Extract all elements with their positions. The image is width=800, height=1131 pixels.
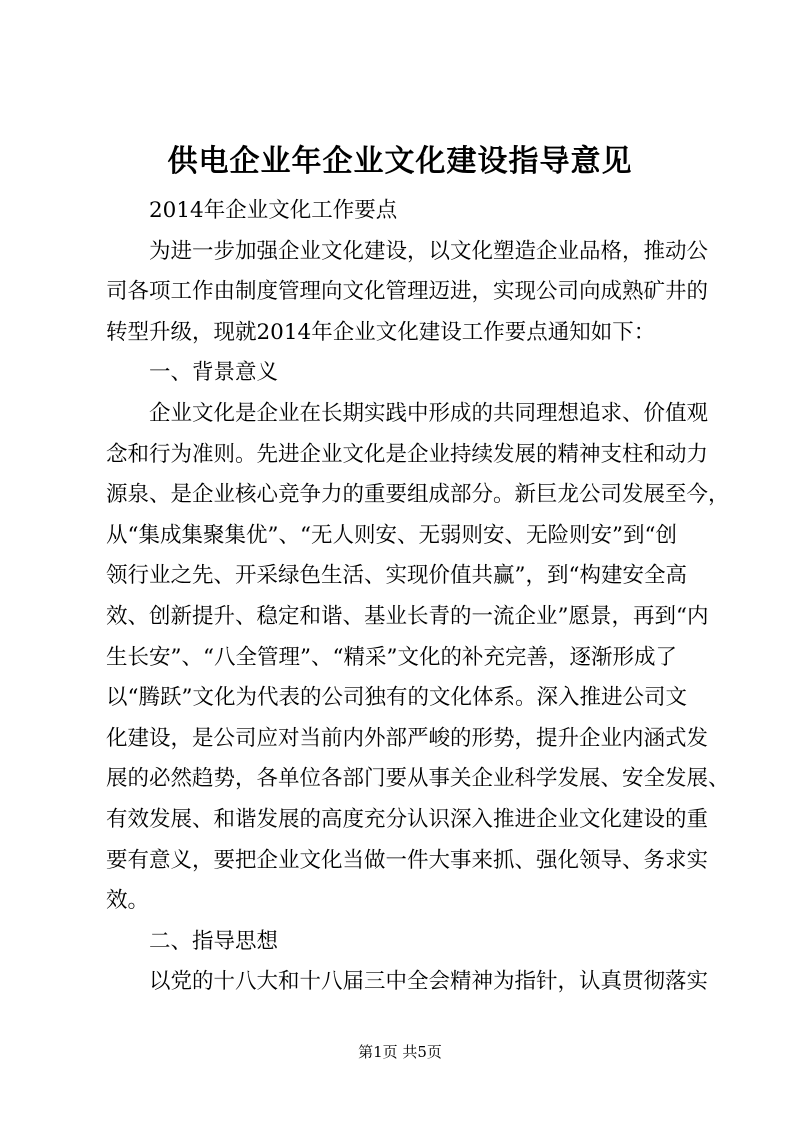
paragraph-line: 有效发展、和谐发展的高度充分认识深入推进企业文化建设的重 xyxy=(106,806,709,832)
paragraph-line: 效、创新提升、稳定和谐、基业长青的一流企业”愿景，再到“内 xyxy=(106,603,709,629)
paragraph-line: 展的必然趋势，各单位各部门要从事关企业科学发展、安全发展、 xyxy=(106,766,730,792)
document-body xyxy=(106,191,730,1003)
section-heading-guiding: 二、指导思想 xyxy=(149,928,279,954)
paragraph-line: 念和行为准则。先进企业文化是企业持续发展的精神支柱和动力 xyxy=(106,441,709,467)
paragraph-line: 从“集成集聚集优”、“无人则安、无弱则安、无险则安”到“创 xyxy=(106,522,677,548)
intro-line: 司各项工作由制度管理向文化管理迈进，实现公司向成熟矿井的 xyxy=(106,279,709,305)
intro-line: 转型升级，现就2014年企业文化建设工作要点通知如下： xyxy=(106,319,656,345)
paragraph-line: 以“腾跃”文化为代表的公司独有的文化体系。深入推进公司文 xyxy=(106,685,687,711)
paragraph-line: 效。 xyxy=(106,888,150,914)
paragraph-line: 领行业之先、开采绿色生活、实现价值共赢”，到“构建安全高 xyxy=(106,563,687,589)
intro-line: 为进一步加强企业文化建设，以文化塑造企业品格，推动公 xyxy=(149,238,709,264)
paragraph-line: 要有意义，要把企业文化当做一件大事来抓、强化领导、务求实 xyxy=(106,847,709,873)
paragraph-line: 化建设，是公司应对当前内外部严峻的形势，提升企业内涵式发 xyxy=(106,725,709,751)
paragraph-line: 企业文化是企业在长期实践中形成的共同理想追求、价值观 xyxy=(149,400,709,426)
section-heading-background: 一、背景意义 xyxy=(149,360,279,386)
document-title: 供电企业年企业文化建设指导意见 xyxy=(167,144,633,179)
paragraph-line: 生长安”、“八全管理”、“精采”文化的补充完善，逐渐形成了 xyxy=(106,644,677,670)
paragraph-line: 源泉、是企业核心竞争力的重要组成部分。新巨龙公司发展至今， xyxy=(106,482,730,508)
subtitle: 2014年企业文化工作要点 xyxy=(149,198,398,223)
paragraph-line: 以党的十八大和十八届三中全会精神为指针，认真贯彻落实 xyxy=(149,969,709,995)
page-number: 第1页 共5页 xyxy=(358,1043,442,1061)
